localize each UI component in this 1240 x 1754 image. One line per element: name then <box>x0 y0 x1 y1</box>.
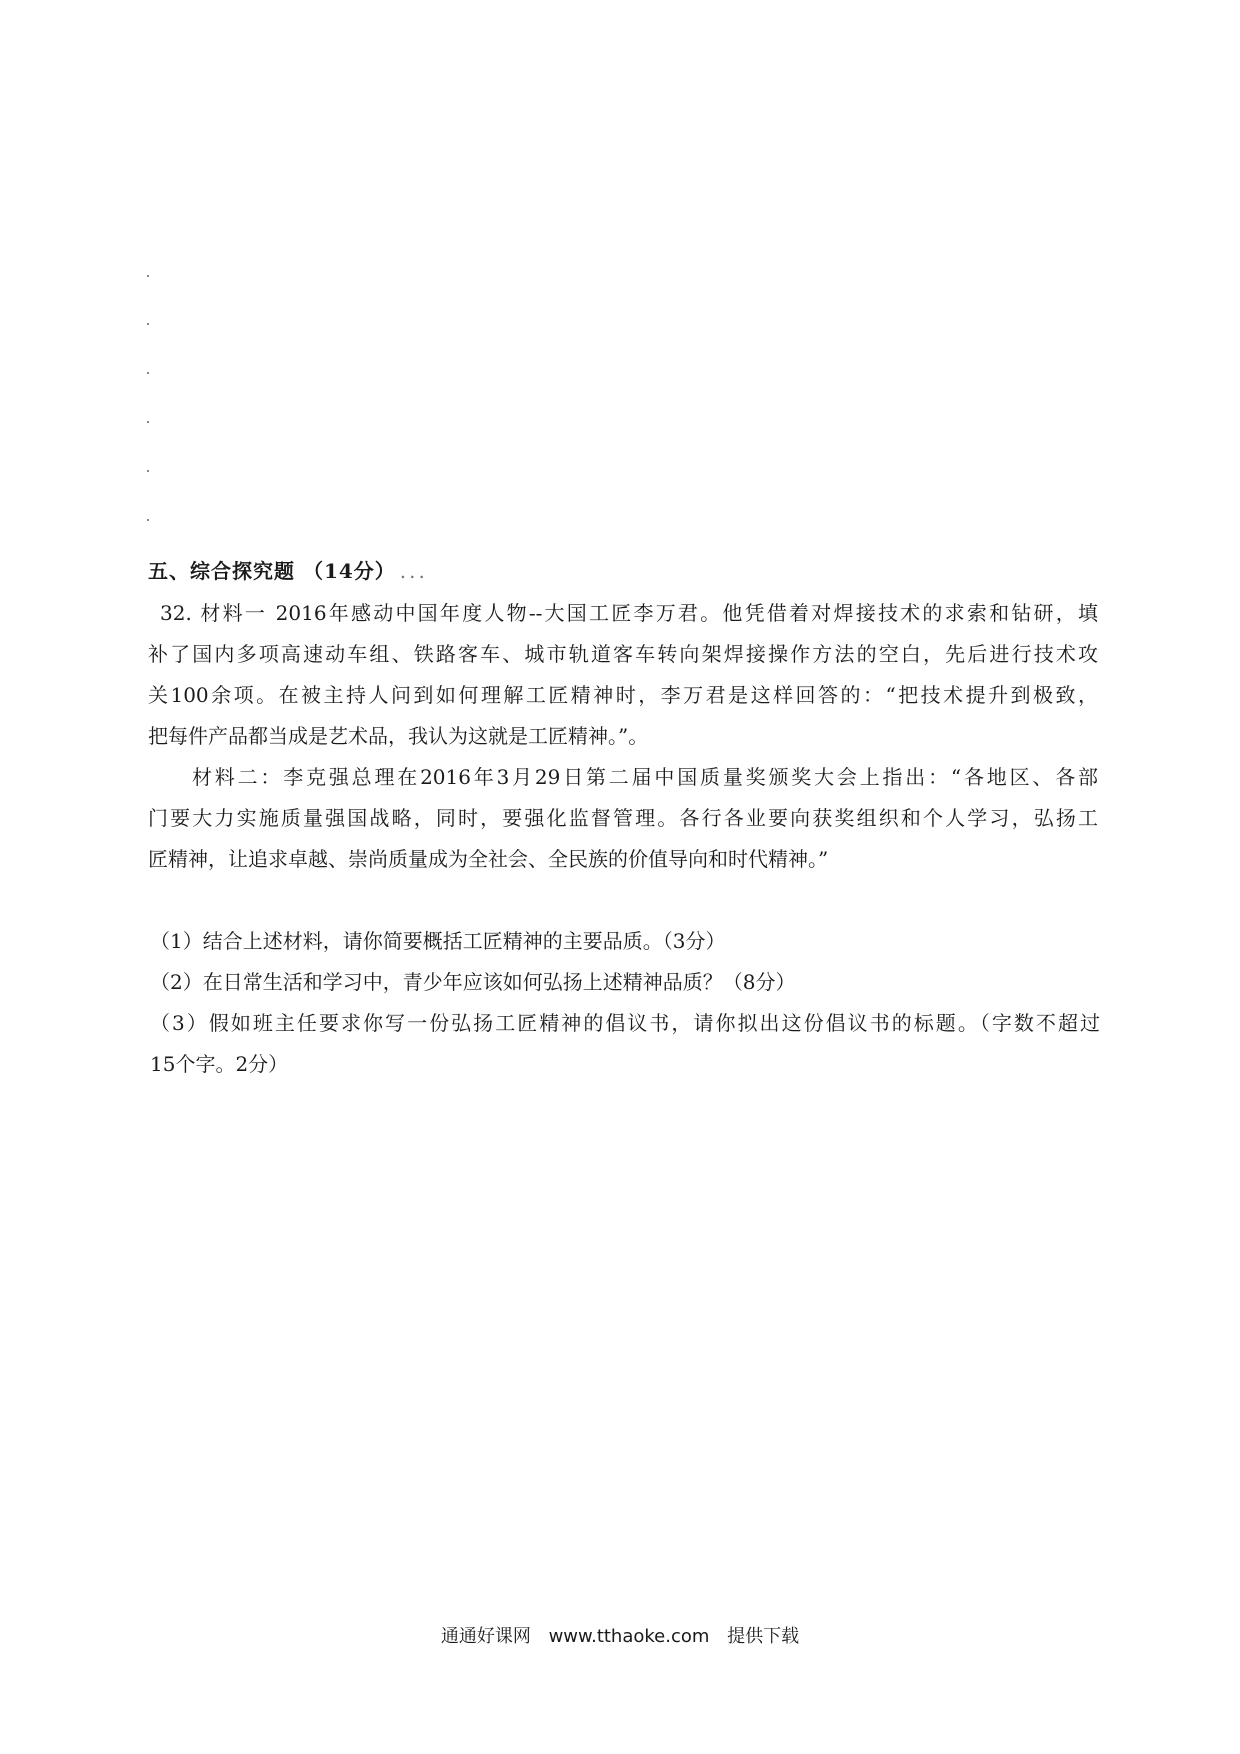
material-one <box>148 593 1098 757</box>
margin-dot <box>147 323 149 325</box>
footer-suffix: 提供下载 <box>727 1626 800 1647</box>
material-one-line: 把每件产品都当成是艺术品，我认为这就是工匠精神。”。 <box>148 724 649 748</box>
material-two-line: 门要大力实施质量强国战略，同时，要强化监督管理。各行各业要向获奖组织和个人学习，弘扬工 <box>148 806 1098 830</box>
sub-question-3: （3）假如班主任要求你写一份弘扬工匠精神的倡议书，请你拟出这份倡议书的标题。（字数不超过 <box>150 1011 1100 1035</box>
margin-dot <box>147 519 149 521</box>
material-one-line: 关100余项。在被主持人问到如何理解工匠精神时，李万君是这样回答的：“把技术提升到极致， <box>148 683 1098 707</box>
margin-dot <box>147 421 149 423</box>
sub-questions <box>150 921 1100 1085</box>
material-two-line: 匠精神，让追求卓越、崇尚质量成为全社会、全民族的价值导向和时代精神。” <box>148 847 829 871</box>
footer-site-name: 通通好课网 <box>440 1626 531 1647</box>
material-one-line: 补了国内多项高速动车组、铁路客车、城市轨道客车转向架焊接操作方法的空白，先后进行技术攻 <box>148 642 1098 666</box>
material-two <box>148 757 1098 880</box>
margin-dot <box>147 275 149 277</box>
margin-dot <box>147 372 149 374</box>
section-title-trail: ... <box>399 559 428 583</box>
material-two-line: 材料二：李克强总理在2016年3月29日第二届中国质量奖颁奖大会上指出：“各地区、各部 <box>192 765 1098 789</box>
material-one-line: 32. 材料一 2016年感动中国年度人物--大国工匠李万君。他凭借着对焊接技术的求索和钻研，填 <box>160 601 1098 625</box>
page-footer <box>0 1622 1240 1648</box>
section-title <box>148 555 428 584</box>
sub-question-3-cont: 15个字。2分） <box>150 1052 289 1076</box>
sub-question-1: （1）结合上述材料，请你简要概括工匠精神的主要品质。（3分） <box>150 929 726 953</box>
sub-question-2: （2）在日常生活和学习中，青少年应该如何弘扬上述精神品质？（8分） <box>150 970 796 994</box>
margin-dot <box>147 470 149 472</box>
section-title-text: 五、综合探究题 （14分） <box>148 559 396 583</box>
footer-url: www.tthaoke.com <box>548 1626 710 1647</box>
